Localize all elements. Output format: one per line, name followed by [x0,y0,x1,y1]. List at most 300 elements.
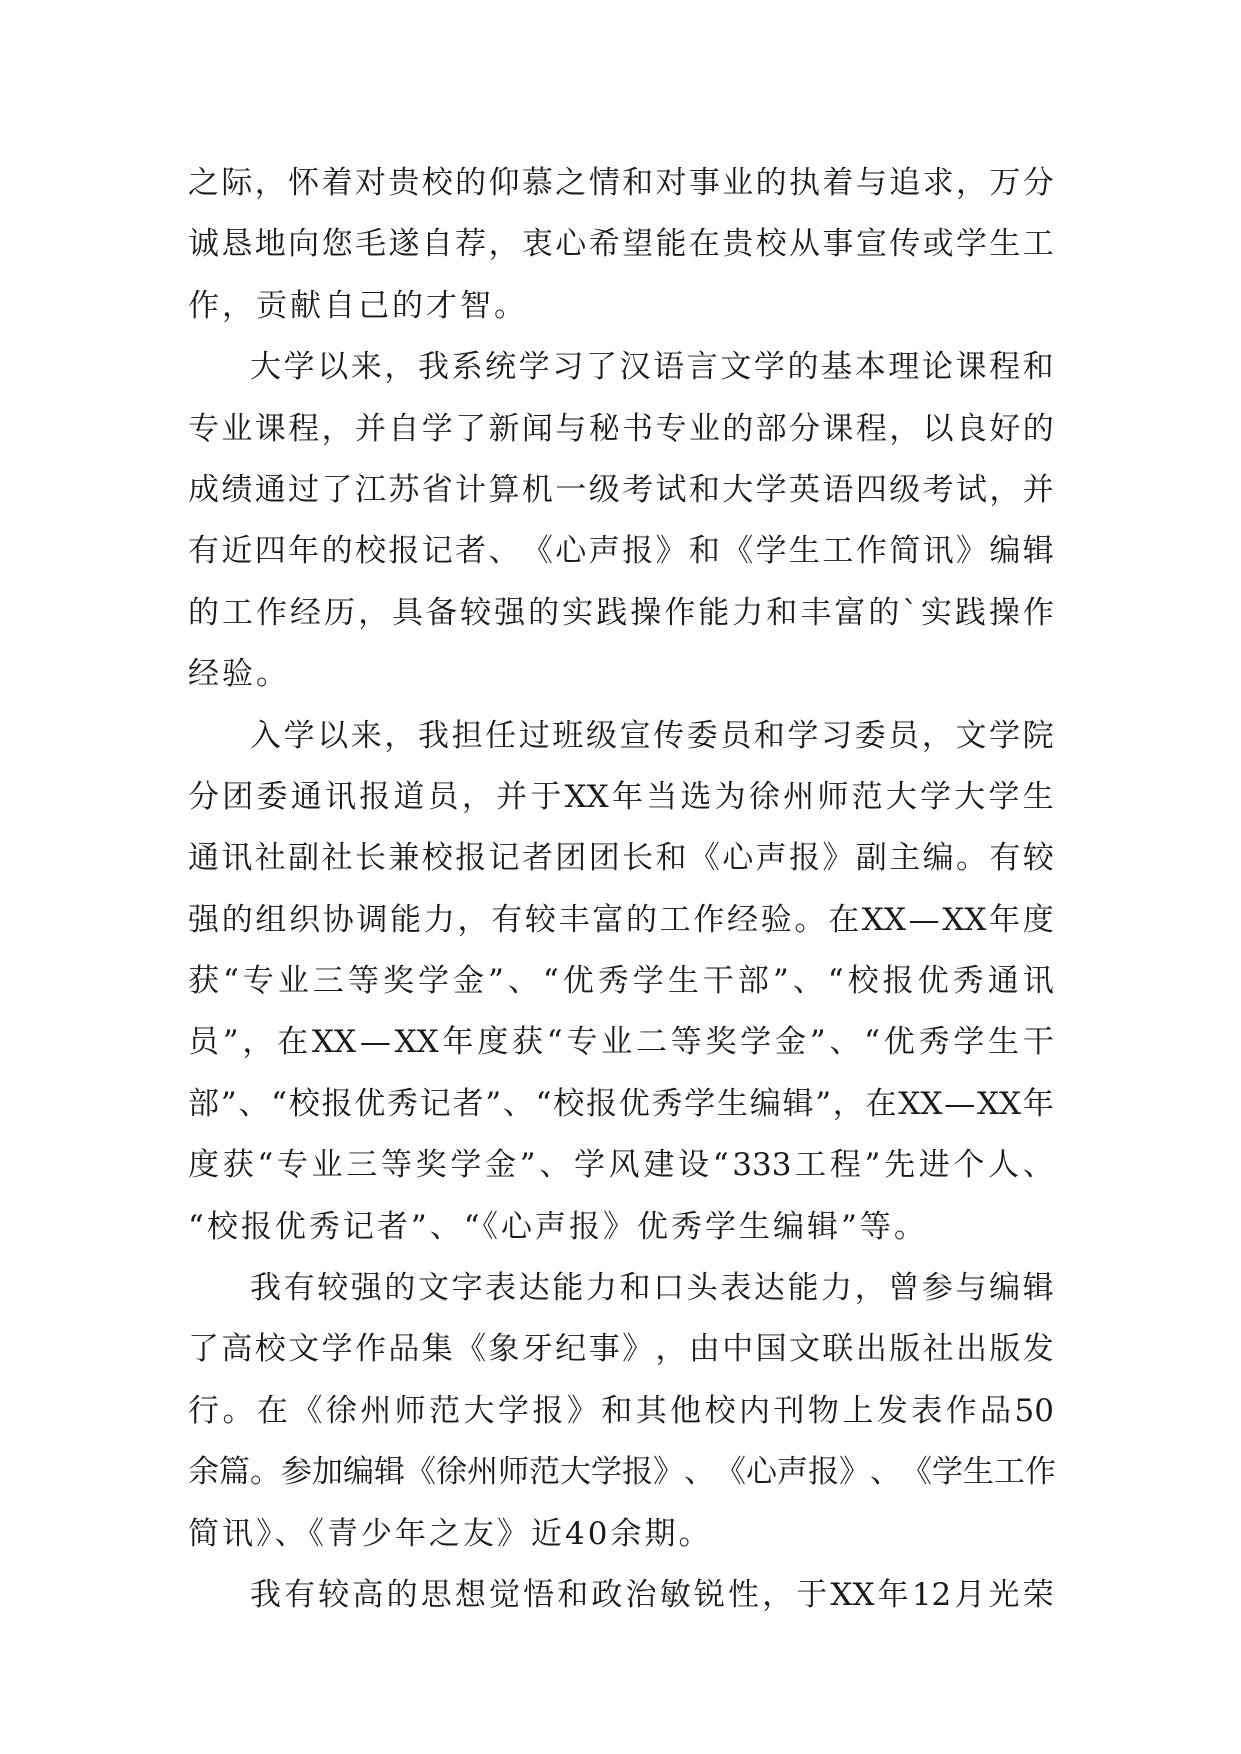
text-glyph: 生 [716,1085,748,1122]
text-glyph: 成 [188,471,219,508]
text-glyph: 范 [851,778,883,815]
text-glyph: 、 [502,1085,534,1122]
text-glyph: “ [223,963,239,1000]
text-glyph: 报 [532,1392,564,1429]
text-glyph: 万 [989,165,1021,201]
text-glyph: 月 [954,1576,986,1613]
text-glyph: 强 [188,901,219,938]
text-glyph: 、 [792,963,824,1000]
text-glyph: 的 [787,349,819,386]
text-glyph: 学 [755,471,787,508]
text-glyph: ， [832,1085,864,1122]
text-glyph: ” [864,1147,881,1184]
text-glyph: 学 [591,1454,622,1491]
text-glyph: 12 [911,1576,952,1613]
text-glyph: 在 [865,1085,897,1122]
text-glyph: 事 [588,1331,620,1368]
text-glyph: 中 [722,1331,754,1368]
text-glyph: 部 [755,410,787,447]
text-glyph: 高 [221,1331,253,1368]
text-glyph: 余 [188,1454,219,1491]
text-glyph: 与 [855,165,887,201]
text-glyph: 记 [421,533,453,570]
text-glyph: ， [321,410,353,447]
text-glyph: 、 [1022,1147,1054,1184]
text-glyph: 作 [1022,594,1054,631]
text-glyph: 获 [222,1147,254,1184]
text-glyph: 基 [821,349,853,386]
text-glyph: — [944,1085,976,1122]
text-glyph: 力 [585,1270,617,1307]
text-glyph: XX [861,901,906,938]
text-glyph: 》 [566,1392,598,1429]
text-glyph: 头 [686,1270,718,1307]
text-glyph: 程 [855,410,887,447]
text-glyph: 优 [917,963,949,1000]
text-glyph: 语 [822,471,854,508]
text-glyph: 员 [888,717,920,754]
text-glyph: 副 [288,840,320,877]
text-glyph: 心 [555,533,587,570]
text-glyph: 报 [622,1454,653,1491]
text-glyph: ” [222,1024,239,1061]
text-glyph: 副 [855,840,887,877]
text-glyph: 优 [883,1024,915,1061]
text-glyph: 、 [539,1147,571,1184]
text-glyph: 声 [777,1454,808,1491]
text-glyph: 来 [350,349,382,386]
text-glyph: 州 [467,1454,498,1491]
text-glyph: 了 [455,410,487,447]
text-glyph: 试 [955,471,987,508]
text-line [188,153,1054,214]
text-glyph: 在 [256,1392,288,1429]
text-glyph: 良 [955,410,987,447]
text-glyph: 学 [518,349,550,386]
text-glyph: 范 [429,1392,461,1429]
text-glyph: 讯 [221,840,253,877]
text-glyph: 四 [855,471,887,508]
text-glyph: 《 [901,1454,932,1491]
text-glyph: 衷 [521,226,553,263]
text-line [188,1442,1054,1503]
text-glyph: 委 [256,778,288,815]
text-glyph: 学 [421,410,453,447]
text-glyph: 能 [552,1270,584,1307]
text-glyph: 与 [955,1270,987,1307]
text-glyph: 调 [356,901,388,938]
text-glyph: 秀 [597,963,629,1000]
text-glyph: 大 [560,1454,591,1491]
text-line [188,890,1054,951]
text-glyph: 通 [987,963,1019,1000]
text-glyph: 任 [485,717,517,754]
text-line: 作，贡献自己的才智。 [188,287,528,324]
text-glyph: 的 [384,1270,416,1307]
text-glyph: 英 [789,471,821,508]
text-line: 经验。 [188,656,290,693]
text-glyph: 备 [426,594,458,631]
text-glyph: 编 [343,1454,374,1491]
text-glyph: 部 [737,963,769,1000]
text-glyph: 分 [188,778,219,815]
text-line [188,521,1054,582]
text-glyph: 江 [354,471,386,508]
text-glyph: 学 [573,1147,605,1184]
text-glyph: 报 [455,840,487,877]
text-glyph: 班 [552,717,584,754]
text-glyph: 荐 [455,226,487,263]
text-glyph: 组 [255,901,287,938]
text-glyph: 优 [354,1085,386,1122]
text-glyph: 校 [847,963,879,1000]
text-glyph: — [359,1024,391,1061]
text-glyph: 程 [288,410,320,447]
text-glyph: XX [942,901,987,938]
text-glyph: “ [535,1085,552,1122]
text-glyph: 和 [688,471,720,508]
text-glyph: 年 [989,901,1021,938]
text-glyph: 度 [477,1024,509,1061]
text-glyph: 过 [518,717,550,754]
text-glyph: 专 [655,410,687,447]
text-glyph: 际 [221,165,253,201]
text-glyph: 之 [188,165,219,201]
text-glyph: 协 [322,901,354,938]
text-glyph: 怀 [288,165,320,201]
text-glyph: XX [976,1085,1022,1122]
text-glyph: 有 [491,901,523,938]
text-line [188,828,1054,889]
text-glyph: 论 [921,349,953,386]
text-glyph: 思 [420,1576,452,1613]
text-glyph: 学 [932,1454,963,1491]
text-glyph: 学 [740,1024,772,1061]
text-glyph: 并 [1022,471,1054,508]
text-glyph: 通 [254,471,286,508]
text-glyph: 《 [715,1454,746,1491]
text-glyph: 行 [188,1392,219,1429]
text-glyph: 践 [954,594,986,631]
text-glyph: 力 [821,1270,853,1307]
text-glyph: 在 [277,1024,309,1061]
text-glyph: 省 [421,471,453,508]
text-glyph: 学 [283,349,315,386]
text-glyph: 社 [922,1331,954,1368]
text-glyph: 与 [555,410,587,447]
text-glyph: 心 [722,840,754,877]
text-glyph: 学 [417,963,449,1000]
text-glyph: 文 [417,1270,449,1307]
text-glyph: 年 [877,1576,909,1613]
text-glyph: 》 [955,533,987,570]
text-glyph: XX [311,1024,357,1061]
text-glyph: 习 [552,349,584,386]
text-glyph: 悟 [523,1576,555,1613]
text-glyph: 学 [632,963,664,1000]
text-glyph: 。 [222,1392,254,1429]
text-glyph: 、 [829,1024,861,1061]
text-glyph: 过 [288,471,320,508]
text-glyph: 获 [188,963,219,1000]
text-glyph: 验 [760,901,792,938]
text-glyph: 选 [680,778,712,815]
text-glyph: 》 [655,533,687,570]
text-glyph: 设 [678,1147,710,1184]
text-glyph: 治 [625,1576,657,1613]
text-glyph: 学 [283,717,315,754]
text-glyph: ” [220,1085,237,1122]
text-glyph: — [908,901,940,938]
text-glyph: 生 [988,1024,1020,1061]
text-glyph: 考 [622,471,654,508]
text-glyph: 恳 [221,226,253,263]
text-glyph: 的 [221,901,253,938]
text-glyph: 师 [394,1392,426,1429]
text-glyph: ， [384,349,416,386]
text-glyph: 心 [555,226,587,263]
text-glyph: 汉 [619,349,651,386]
text-glyph: 文 [720,349,752,386]
text-glyph: 专 [566,1024,598,1061]
text-glyph: 校 [288,1085,320,1122]
text-glyph: 《 [521,533,553,570]
text-glyph: 金 [775,1024,807,1061]
text-glyph: 求 [922,165,954,201]
text-glyph: ， [989,471,1021,508]
text-glyph: “ [546,1024,563,1061]
text-glyph: ” [485,1085,502,1122]
text-glyph: 诚 [188,226,219,263]
text-glyph: 员 [720,717,752,754]
text-glyph: 讯 [324,778,356,815]
text-glyph: 新 [488,410,520,447]
text-glyph: 讯 [922,533,954,570]
text-glyph: 学 [755,533,787,570]
text-glyph: XX [564,778,609,815]
text-glyph: 践 [596,594,628,631]
text-glyph: 于 [796,1576,828,1613]
text-glyph: 我 [417,717,449,754]
text-glyph: 入 [250,717,281,754]
text-glyph: 有 [283,1270,315,1307]
text-glyph: 工 [659,901,691,938]
text-line [188,583,1054,644]
text-glyph: 好 [989,410,1021,447]
text-glyph: ” [488,963,504,1000]
text-glyph: 联 [822,1331,854,1368]
text-glyph: 的 [455,165,487,201]
text-glyph: 内 [739,1392,770,1429]
text-glyph: 校 [421,840,453,877]
text-glyph: 作 [945,1392,977,1429]
text-glyph: 文 [955,717,987,754]
text-glyph: 学 [321,1331,353,1368]
text-glyph: 报 [789,840,821,877]
text-glyph: 获 [512,1024,544,1061]
text-glyph: 向 [288,226,320,263]
text-glyph: ， [889,410,921,447]
text-glyph: 的 [528,594,560,631]
text-glyph: 贵 [388,165,420,201]
text-glyph: 师 [817,778,849,815]
text-line [188,1012,1054,1073]
text-glyph: 专 [242,963,274,1000]
text-glyph: 者 [452,1085,484,1122]
text-glyph: 。 [794,901,826,938]
text-glyph: 。 [955,840,987,877]
text-glyph: 二 [635,1024,667,1061]
text-glyph: 《 [405,1454,436,1491]
text-glyph: 丰 [558,901,590,938]
text-glyph: ， [854,1270,886,1307]
text-glyph: 工 [994,1454,1025,1491]
text-glyph: 级 [588,471,620,508]
text-glyph: 文 [789,1331,821,1368]
text-glyph: 我 [250,1576,281,1613]
text-glyph: 333 [732,1147,792,1184]
text-glyph: 有 [284,1576,316,1613]
text-glyph: 业 [601,1024,633,1061]
text-glyph: 表 [911,1392,943,1429]
text-glyph: 执 [789,165,821,201]
text-glyph: 心 [746,1454,777,1491]
text-glyph: 慕 [521,165,553,201]
text-glyph: 想 [454,1576,486,1613]
text-line [188,337,1054,398]
text-glyph: 出 [955,1331,987,1368]
text-line: “校报优秀记者”、“《心声报》优秀学生编辑”等。 [188,1208,928,1245]
text-glyph: ， [762,1576,794,1613]
text-glyph: 生 [667,963,699,1000]
text-glyph: 国 [755,1331,787,1368]
text-glyph: 参 [281,1454,312,1491]
text-glyph: 奖 [415,1147,447,1184]
text-glyph: 文 [288,1331,320,1368]
text-glyph: 和 [1022,349,1054,386]
text-glyph: 作 [354,1331,386,1368]
text-glyph: 能 [698,594,730,631]
text-glyph: 报 [585,1085,617,1122]
text-glyph: 风 [608,1147,640,1184]
text-glyph: 能 [787,1270,819,1307]
text-glyph: 和 [557,1576,589,1613]
text-glyph: 和 [753,717,785,754]
text-glyph: 光 [988,1576,1020,1613]
text-glyph: 业 [221,410,253,447]
text-glyph: 的 [1022,410,1054,447]
text-line [188,1381,1054,1442]
text-glyph: 有 [188,533,219,570]
text-glyph: 发 [876,1392,908,1429]
text-glyph: 学 [955,226,987,263]
text-glyph: 州 [783,778,815,815]
text-glyph: 敏 [659,1576,691,1613]
text-glyph: 团 [222,778,254,815]
text-glyph: ” [809,1024,826,1061]
text-glyph: 辑 [782,1085,814,1122]
text-glyph: 以 [317,349,349,386]
text-glyph: 报 [882,963,914,1000]
text-glyph: 金 [452,963,484,1000]
text-glyph: 近 [221,533,253,570]
text-glyph: 有 [989,840,1021,877]
text-glyph: 强 [350,1270,382,1307]
text-glyph: 工 [1022,226,1054,263]
text-glyph: 和 [601,1392,633,1429]
text-glyph: 理 [888,349,920,386]
text-glyph: 等 [347,963,379,1000]
text-glyph: 表 [485,1270,517,1307]
text-glyph: 在 [828,901,860,938]
text-glyph: ， [461,778,493,815]
text-glyph: XX [394,1024,439,1061]
text-glyph: 师 [498,1454,529,1491]
text-glyph: 性 [727,1576,759,1613]
text-glyph: 编 [749,1085,781,1122]
text-glyph: 进 [918,1147,950,1184]
text-glyph: 程 [829,1147,861,1184]
text-glyph: 发 [1022,1331,1054,1368]
text-glyph: 加 [312,1454,343,1491]
text-glyph: ， [254,165,286,201]
text-glyph: 个 [953,1147,985,1184]
text-glyph: ， [955,165,987,201]
text-glyph: 织 [289,901,321,938]
text-glyph: 课 [254,410,286,447]
text-glyph: 工 [822,533,854,570]
text-glyph: 强 [494,594,526,631]
text-glyph: 能 [390,901,422,938]
text-glyph: 从 [789,226,821,263]
text-line: 简讯》、《青少年之友》近40余期。 [188,1515,713,1552]
text-glyph: 操 [630,594,662,631]
text-glyph: 干 [1022,1024,1054,1061]
text-glyph: 年 [1022,1085,1054,1122]
text-glyph: 的 [188,594,219,631]
text-line [188,1135,1054,1196]
text-glyph: 院 [1022,717,1054,754]
text-glyph: ` [902,594,918,631]
text-glyph: 较 [317,1270,349,1307]
text-glyph: 绩 [221,471,253,508]
text-glyph: 作 [855,533,887,570]
text-glyph: 品 [980,1392,1012,1429]
text-glyph: “ [827,963,844,1000]
text-glyph: 毛 [354,226,386,263]
text-glyph: 一 [555,471,587,508]
text-glyph: 较 [1022,840,1054,877]
text-glyph: 以 [922,410,954,447]
text-glyph: 《 [688,840,720,877]
text-glyph: 者 [521,840,553,877]
text-glyph: 了 [321,471,353,508]
text-glyph: 校 [704,1392,736,1429]
text-glyph: 追 [889,165,921,201]
text-glyph: 了 [188,1331,219,1368]
text-glyph: 表 [720,1270,752,1307]
text-glyph: 我 [250,1270,281,1307]
text-glyph: 闻 [521,410,553,447]
text-glyph: XX [830,1576,875,1613]
text-glyph: ， [488,226,520,263]
text-glyph: 遂 [388,226,420,263]
text-glyph: 课 [822,410,854,447]
text-glyph: 参 [921,1270,953,1307]
text-glyph: 并 [496,778,528,815]
text-glyph: 纪 [555,1331,587,1368]
text-glyph: 通 [290,778,322,815]
